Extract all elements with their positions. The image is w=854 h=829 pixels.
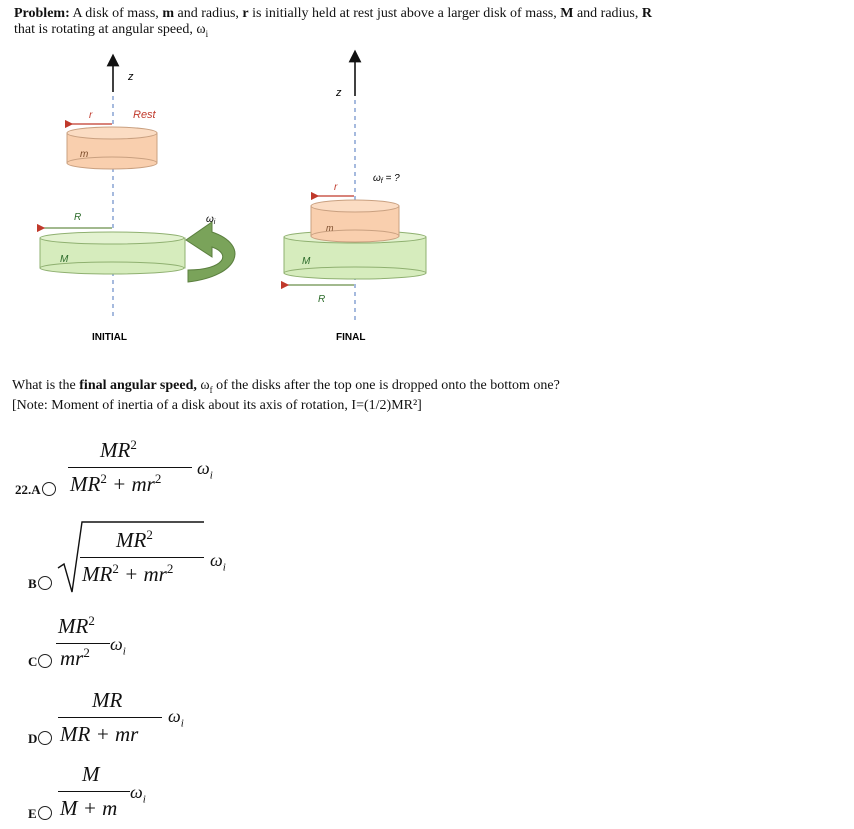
initial-setup xyxy=(40,60,235,343)
option-b-radio[interactable] xyxy=(38,576,52,590)
option-e-denominator: M + m xyxy=(60,796,118,820)
option-d-fraction-bar xyxy=(58,717,162,718)
initial-rest-label: Rest xyxy=(133,109,156,121)
option-a-numerator: $MR^2$ xyxy=(100,437,137,462)
large-disk-initial xyxy=(40,232,185,274)
option-d-omega: $\omega_i$ xyxy=(168,706,184,730)
option-a-fraction-bar xyxy=(68,467,192,468)
option-d[interactable]: D MR MR + mr $\omega_i$ xyxy=(28,688,184,746)
initial-m-label: m xyxy=(80,149,89,160)
small-disk-initial xyxy=(67,127,157,169)
question-text: What is the final angular speed, $\omega_f$ of the disks after the top one is dropped onto the bottom one? [Note: Moment of inertia of a disk about its axis of rotation, I=(1/2)MR²] xyxy=(12,378,560,413)
option-e-radio[interactable] xyxy=(38,806,52,820)
option-b-denominator: $MR^2 + mr^2$ xyxy=(82,561,174,586)
option-b[interactable]: B $MR^2$ $MR^2 + mr^2$ $\omega_i$ xyxy=(0,514,260,600)
initial-omega-label: $\omega_i$ xyxy=(206,214,216,226)
final-R-label: R xyxy=(318,294,326,305)
option-e[interactable]: E M M + m $\omega_i$ xyxy=(28,762,146,821)
final-r-label: r xyxy=(334,182,338,193)
final-M-label: M xyxy=(302,256,311,267)
option-c-denominator: $mr^2$ xyxy=(60,645,90,670)
initial-R-label: R xyxy=(74,212,82,223)
initial-caption: INITIAL xyxy=(92,332,127,343)
option-b-numerator: $MR^2$ xyxy=(116,527,153,552)
final-omega-label: $\omega_f$ = ? xyxy=(373,173,400,185)
option-e-omega: $\omega_i$ xyxy=(130,782,146,806)
rotation-arrow-icon xyxy=(186,222,235,282)
option-e-numerator: M xyxy=(82,762,100,786)
problem-label: Problem: xyxy=(14,6,70,21)
initial-r-label: r xyxy=(89,110,93,121)
final-setup xyxy=(284,56,426,343)
option-d-numerator: MR xyxy=(92,688,123,712)
problem-statement: Problem: A disk of mass, m and radius, r is initially held at rest just above a larger disk of mass, M and radius, R that is rotating at angular speed, $\omega_i$ xyxy=(14,6,652,39)
option-d-denominator: MR + mr xyxy=(60,722,139,746)
option-b-omega: $\omega_i$ xyxy=(210,550,226,574)
option-a-omega: $\omega_i$ xyxy=(197,458,213,482)
final-z-label: z xyxy=(336,87,342,99)
option-a-denominator: $MR^2 + mr^2$ xyxy=(70,471,162,496)
final-caption: FINAL xyxy=(336,332,366,343)
option-c[interactable]: C $MR^2$ $mr^2$ $\omega_i$ xyxy=(28,613,126,670)
option-a-radio[interactable] xyxy=(42,482,56,496)
option-e-fraction-bar xyxy=(58,791,130,792)
small-disk-final xyxy=(311,200,399,242)
final-m-label: m xyxy=(326,223,334,233)
moment-of-inertia-note: [Note: Moment of inertia of a disk about its axis of rotation, I=(1/2)MR²] xyxy=(12,397,422,413)
disk-diagram xyxy=(0,40,460,360)
initial-z-label: z xyxy=(128,71,134,83)
option-c-radio[interactable] xyxy=(38,654,52,668)
option-b-fraction-bar xyxy=(80,557,204,558)
option-c-omega: $\omega_i$ xyxy=(110,634,126,658)
option-c-numerator: $MR^2$ xyxy=(58,613,95,638)
option-d-radio[interactable] xyxy=(38,731,52,745)
option-a[interactable]: 22.A $MR^2$ $MR^2 + mr^2$ $\omega_i$ xyxy=(15,437,213,497)
initial-M-label: M xyxy=(60,254,69,265)
